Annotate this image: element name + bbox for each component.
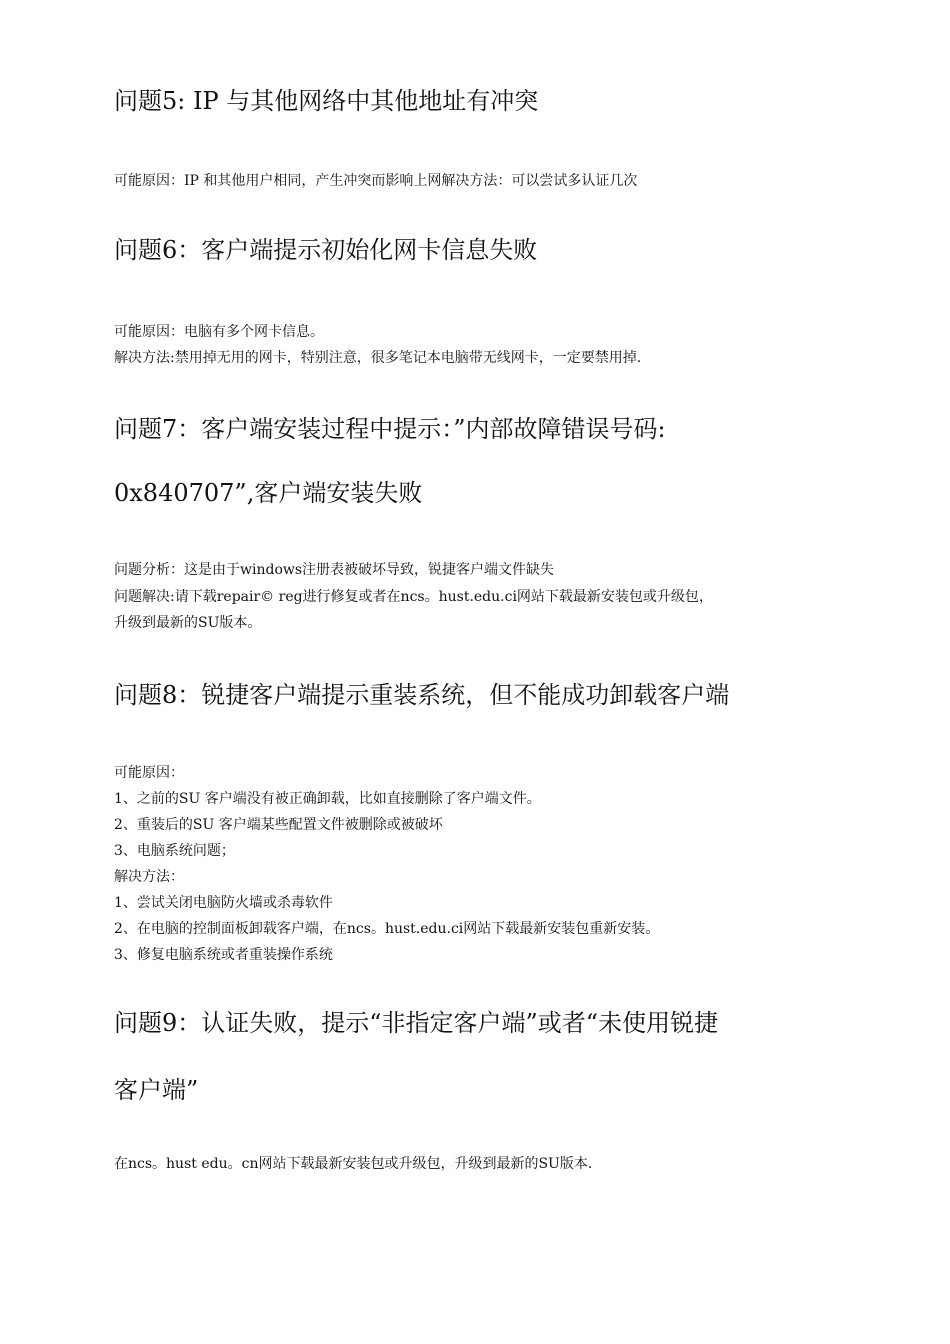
q8-body-line: 1、尝试关闭电脑防火墙或杀毒软件	[114, 895, 333, 911]
q8-body-line: 2、重装后的SU 客户端某些配置文件被删除或被破坏	[114, 817, 443, 833]
q7-body-line: 升级到最新的SU版本。	[114, 615, 262, 631]
q8-body-line: 3、修复电脑系统或者重装操作系统	[114, 947, 333, 963]
q7-body-line: 问题解决:请下载repair© reg进行修复或者在ncs。hust.edu.ci网站下载最新安装包或升级包，	[114, 589, 713, 605]
heading-q7: 问题7：客户端安装过程中提示：”内部故障错误号码:	[114, 415, 666, 443]
heading-q7-continued: 0x840707”,客户端安装失败	[114, 479, 423, 507]
q9-body-line: 在ncs。hust edu。cn网站下载最新安装包或升级包，升级到最新的SU版本.	[114, 1156, 593, 1172]
q6-body-line: 解决方法:禁用掉无用的网卡，特别注意，很多笔记本电脑带无线网卡，一定要禁用掉.	[114, 350, 642, 366]
q6-body-line: 可能原因：电脑有多个网卡信息。	[114, 324, 324, 340]
q8-body-line: 3、电脑系统问题；	[114, 843, 235, 859]
q8-body-line: 解决方法：	[114, 869, 184, 885]
heading-q6: 问题6：客户端提示初始化网卡信息失败	[114, 236, 538, 264]
q7-body-line: 问题分析：这是由于windows注册表被破坏导致，锐捷客户端文件缺失	[114, 562, 555, 578]
q8-body-line: 2、在电脑的控制面板卸载客户端，在ncs。hust.edu.ci网站下载最新安装包重新安装。	[114, 921, 660, 937]
q8-body-line: 1、之前的SU 客户端没有被正确卸载，比如直接删除了客户端文件。	[114, 791, 541, 807]
heading-q8: 问题8：锐捷客户端提示重装系统，但不能成功卸载客户端	[114, 681, 730, 709]
heading-q9-continued: 客户端”	[114, 1076, 199, 1104]
q8-body-line: 可能原因：	[114, 765, 184, 781]
heading-q5: 问题5: IP 与其他网络中其他地址有冲突	[114, 87, 539, 115]
heading-q9: 问题9：认证失败，提示“非指定客户端”或者“未使用锐捷	[114, 1009, 719, 1037]
q5-body-line: 可能原因：IP 和其他用户相同，产生冲突而影响上网解决方法：可以尝试多认证几次	[114, 173, 638, 189]
